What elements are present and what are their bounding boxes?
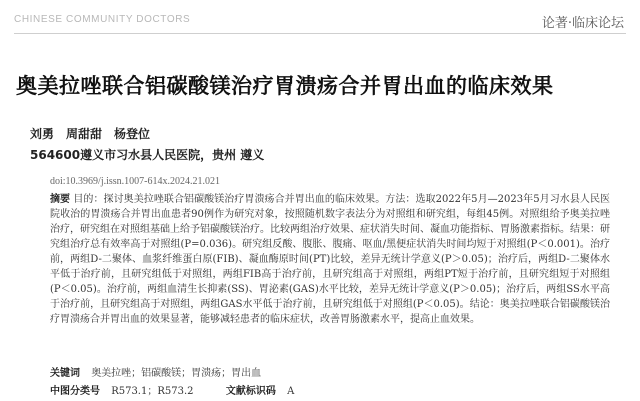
abstract [50, 192, 610, 327]
section-label: 论著·临床论坛 [541, 16, 624, 31]
keywords-text: 奥美拉唑；铝碳酸镁；胃溃疡；胃出血 [91, 368, 262, 379]
classification-code: R573.1；R573.2 [111, 386, 194, 397]
abstract-label: 摘要 [50, 194, 71, 205]
journal-name: CHINESE COMMUNITY DOCTORS [14, 14, 191, 25]
doc-id-label: 文献标识码 [225, 386, 276, 397]
page-header [0, 0, 640, 34]
authors: 刘勇 周甜甜 杨登位 [30, 127, 151, 141]
keywords [50, 364, 261, 379]
classification-label: 中图分类号 [50, 386, 100, 397]
keywords-label: 关键词 [50, 368, 80, 379]
abstract-text: 目的：探讨奥美拉唑联合铝碳酸镁治疗胃溃疡合并胃出血的临床效果。方法：选取2022年5月—2023年5月习水县人民医院收治的胃溃疡合并胃出血患者90例作为研究对象，按照随机数字表法分为对照组和研究组，每组45例。对照组给予奥美拉唑治疗，研究组在对照组基础上给予铝碳酸镁治疗。比较两组治疗效果、症状消失时间、凝血功能指标、胃肠激素指标。结果：研究组治疗总有效率高于对照组(P=0.036)。研究组反酸、腹胀、腹痛、呕血/黑便症状消失时间均短于对照组(P＜0.001)。治疗前，两组D-二聚体、血浆纤维蛋白原(FIB)、凝血酶原时间(PT)比较，差异无统计学意义(P＞0.05)；治疗后，两组D-二聚体水平低于治疗前，且研究组低于对照组，两组FIB高于治疗前，且研究组高于对照组，两组PT短于治疗前，且研究组短于对照组(P＜0.05)。治疗前，两组血清生长抑素(SS)、胃泌素(GAS)水平比较，差异无统计学意义(P＞0.05)；治疗后，两组SS水平高于治疗前，且研究组高于对照组，两组GAS水平低于治疗前，且研究组低于对照组(P＜0.05)。结论：奥美拉唑联合铝碳酸镁治疗胃溃疡合并胃出血的效果显著，能够减轻患者的临床症状，改善胃肠激素水平，提高止血效果。 [50, 194, 611, 325]
doc-id-code: A [287, 386, 295, 397]
classification [50, 382, 294, 397]
doi: doi:10.3969/j.issn.1007-614x.2024.21.021 [50, 176, 221, 187]
header-divider [14, 33, 626, 34]
affiliation: 564600遵义市习水县人民医院，贵州 遵义 [30, 148, 265, 162]
article-title: 奥美拉唑联合铝碳酸镁治疗胃溃疡合并胃出血的临床效果 [16, 74, 554, 98]
